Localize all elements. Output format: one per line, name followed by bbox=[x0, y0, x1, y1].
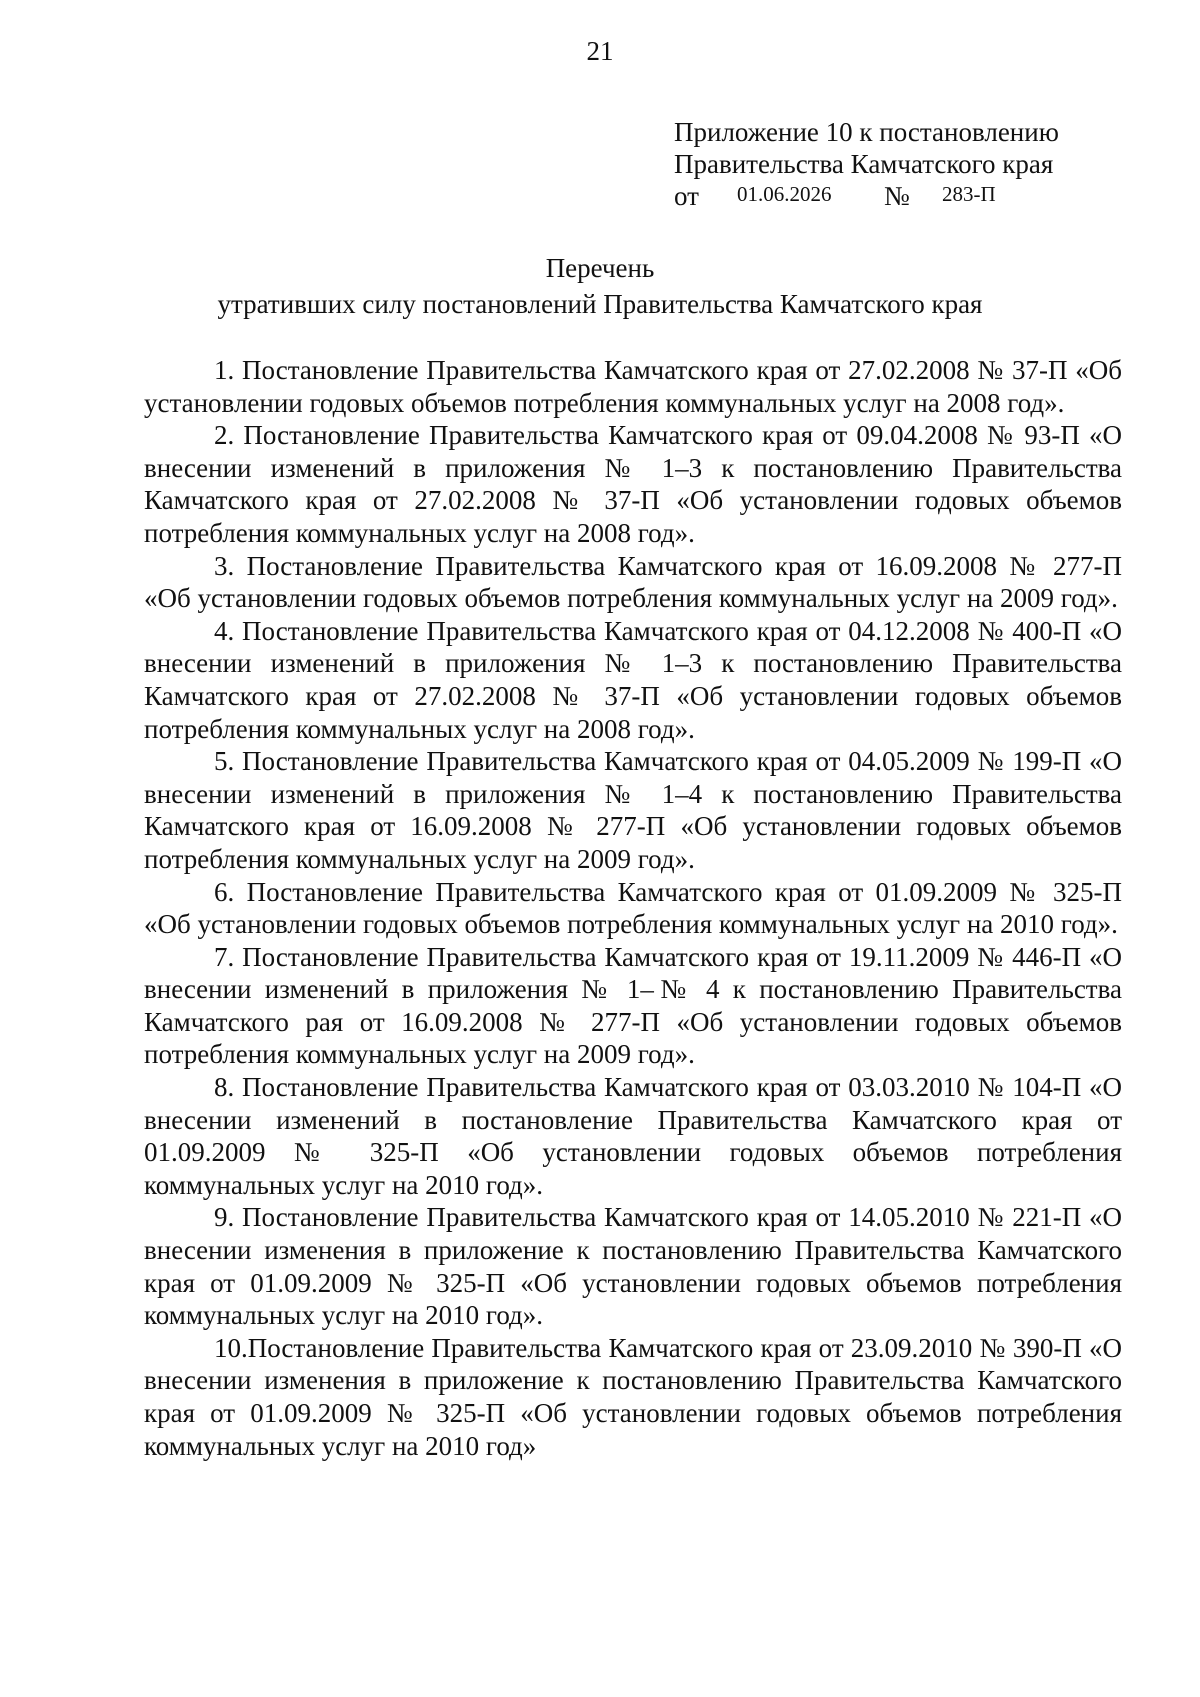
list-subtitle: утративших силу постановлений Правительства Камчатского края bbox=[217, 289, 983, 319]
list-item: 10.Постановление Правительства Камчатского края от 23.09.2010 № 390-П «О внесении изменения в приложение к постановлению Правительства Камчатского края от 01.09.2009 № 325-П «Об установлении годовых объемов потребления коммунальных услуг на 2010 год» bbox=[144, 1332, 1122, 1461]
list-item: 6. Постановление Правительства Камчатского края от 01.09.2009 № 325-П «Об установлении годовых объемов потребления коммунальных услуг на 2010 год». bbox=[144, 876, 1122, 940]
document-date: 01.06.2026 bbox=[737, 182, 832, 206]
page-number: 21 bbox=[586, 36, 614, 66]
appendix-meta bbox=[674, 180, 1059, 212]
list-item: 3. Постановление Правительства Камчатского края от 16.09.2008 № 277-П «Об установлении годовых объемов потребления коммунальных услуг на 2009 год». bbox=[144, 550, 1122, 614]
appendix-header bbox=[674, 116, 1059, 212]
number-sign: № bbox=[884, 181, 910, 211]
list-item: 2. Постановление Правительства Камчатского края от 09.04.2008 № 93-П «О внесении изменений в приложения № 1–3 к постановлению Правительства Камчатского края от 27.02.2008 № 37-П «Об установлении годовых объемов потребления коммунальных услуг на 2008 год». bbox=[144, 420, 1122, 548]
from-label: от bbox=[674, 181, 699, 211]
list-title: Перечень bbox=[545, 253, 655, 283]
appendix-line-2: Правительства Камчатского края bbox=[674, 149, 1054, 179]
repealed-acts-list bbox=[144, 354, 1122, 1462]
list-item: 1. Постановление Правительства Камчатского края от 27.02.2008 № 37-П «Об установлении годовых объемов потребления коммунальных услуг на 2008 год». bbox=[144, 355, 1122, 418]
list-item: 7. Постановление Правительства Камчатского края от 19.11.2009 № 446-П «О внесении изменений в приложения № 1–№ 4 к постановлению Правительства Камчатского рая от 16.09.2008 № 277-П «Об установлении годовых объемов потребления коммунальных услуг на 2009 год». bbox=[144, 941, 1122, 1070]
list-item: 8. Постановление Правительства Камчатского края от 03.03.2010 № 104-П «О внесении изменений в постановление Правительства Камчатского края от 01.09.2009 № 325-П «Об установлении годовых объемов потребления коммунальных услуг на 2010 год». bbox=[144, 1072, 1122, 1200]
list-item: 5. Постановление Правительства Камчатского края от 04.05.2009 № 199-П «О внесении изменений в приложения № 1–4 к постановлению Правительства Камчатского края от 16.09.2008 № 277-П «Об установлении годовых объемов потребления коммунальных услуг на 2009 год». bbox=[144, 746, 1122, 874]
list-item: 4. Постановление Правительства Камчатского края от 04.12.2008 № 400-П «О внесении изменений в приложения № 1–3 к постановлению Правительства Камчатского края от 27.02.2008 № 37-П «Об установлении годовых объемов потребления коммунальных услуг на 2008 год». bbox=[144, 615, 1122, 744]
appendix-line-1: Приложение 10 к постановлению bbox=[674, 117, 1059, 147]
document-number: 283-П bbox=[942, 182, 996, 206]
list-item: 9. Постановление Правительства Камчатского края от 14.05.2010 № 221-П «О внесении изменения в приложение к постановлению Правительства Камчатского края от 01.09.2009 № 325-П «Об установлении годовых объемов потребления коммунальных услуг на 2010 год». bbox=[144, 1202, 1122, 1331]
